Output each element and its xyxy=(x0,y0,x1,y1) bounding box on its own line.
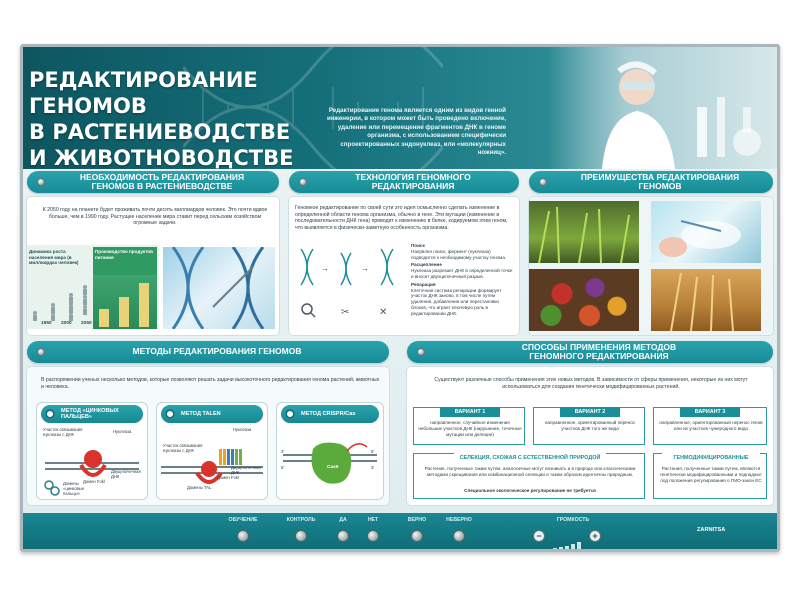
gmo-box xyxy=(653,453,767,499)
label: 5' xyxy=(371,449,375,454)
wheat-photo xyxy=(651,269,761,331)
label: Двуцепочечная ДНК xyxy=(231,465,261,475)
method-title: МЕТОД CRISPR/Cas xyxy=(281,405,379,423)
talen-diagram-icon xyxy=(157,425,267,499)
rivet-icon xyxy=(37,178,45,186)
cut-step-title: Расщепление xyxy=(411,262,442,268)
variant-title: ВАРИАНТ 3 xyxy=(680,407,740,417)
button-label: ОБУЧЕНИЕ xyxy=(228,517,258,523)
wheat-icon xyxy=(651,269,761,331)
section-title-application: СПОСОБЫ ПРИМЕНЕНИЯ МЕТОДОВ ГЕНОМНОГО РЕДАКТИРОВАНИЯ xyxy=(521,341,677,361)
method-card-talen xyxy=(157,403,267,499)
crispr-diagram-icon xyxy=(277,425,383,499)
year-label: 2050 xyxy=(81,321,92,326)
natural-selection-box xyxy=(413,453,645,499)
poster-board xyxy=(20,44,780,552)
methods-text: В распоряжении ученых несколько методов, которые позволяют решать задачи высокоточного редактирования генома растений, животных и человека. xyxy=(41,377,380,390)
panel-methods xyxy=(27,367,389,505)
no-button[interactable] xyxy=(367,530,379,542)
page-title: РЕДАКТИРОВАНИЕ ГЕНОМОВ В РАСТЕНИЕВОДСТВЕ И ЖИВОТНОВОДСТВЕ xyxy=(29,68,294,169)
section-title-necessity: НЕОБХОДИМОСТЬ РЕДАКТИРОВАНИЯ ГЕНОМОВ В РАСТЕНИЕВОДСТВЕ xyxy=(79,171,245,191)
panel-necessity xyxy=(27,197,279,335)
section-title-technology: ТЕХНОЛОГИЯ ГЕНОМНОГО РЕДАКТИРОВАНИЯ xyxy=(355,171,471,191)
button-label: ДА xyxy=(339,517,347,523)
label: Домен Fokl xyxy=(217,475,239,480)
food-production-label: Производство продуктов питания xyxy=(95,249,154,260)
rivet-icon xyxy=(539,178,547,186)
cut-step-text: Нуклеаза разрезает ДНК в определенной точке и вносит двухцепочечный разрыв. xyxy=(411,268,513,279)
tab-advantages xyxy=(529,171,773,193)
volume-label: ГРОМКОСТЬ xyxy=(556,517,590,523)
label: Cas9 xyxy=(327,465,339,470)
button-label: КОНТРОЛЬ xyxy=(286,517,316,523)
method-title: МЕТОД «ЦИНКОВЫХ ПАЛЬЦЕВ» xyxy=(41,405,143,423)
control-panel xyxy=(23,513,777,549)
tab-methods xyxy=(27,341,389,363)
natural-selection-note: Специальное экологическое регулирование не требуется xyxy=(464,488,596,493)
label: Участок связывания нуклеазы с ДНК xyxy=(43,427,83,437)
tab-application xyxy=(407,341,773,363)
rivet-icon xyxy=(165,409,175,419)
method-card-crispr xyxy=(277,403,383,499)
gmo-text: Растения, полученные таким путем, являются генетически модифицированными и подпадают под положения регулирования о ГМО-закон ЕС xyxy=(660,466,762,483)
label: Домен Fokl xyxy=(83,479,105,484)
section-title-methods: МЕТОДЫ РЕДАКТИРОВАНИЯ ГЕНОМОВ xyxy=(132,346,302,357)
label: Участок связывания нуклеазы с ДНК xyxy=(163,443,203,453)
panel-application xyxy=(407,367,773,505)
label: Домены TAL xyxy=(187,485,212,490)
svg-text:→: → xyxy=(361,264,369,273)
lab-hands-photo xyxy=(651,201,761,263)
learn-button[interactable] xyxy=(237,530,249,542)
gmo-title: ГЕНМОДИФИЦИРОВАННЫЕ xyxy=(662,453,760,463)
tab-technology xyxy=(289,171,519,193)
lab-scientist-icon xyxy=(547,47,777,169)
rivet-icon xyxy=(45,409,55,419)
volume-down-button[interactable]: − xyxy=(533,530,545,542)
button-label: НЕВЕРНО xyxy=(446,517,472,523)
variant-text: направленное, случайное изменение небольших участков ДНК (нарушение, точечные мутации или делеция) xyxy=(418,420,522,437)
incorrect-button[interactable] xyxy=(453,530,465,542)
intro-paragraph: Редактирование генома является одним из видов генной инженерии, в котором может быть проведено включение, удаление или перемещение фрагментов ДНК в геноме организма, с использованием специфически спроектированных эндонуклеаз, или «молекулярных ножниц». xyxy=(327,107,506,157)
search-icon xyxy=(302,304,312,314)
volume-level xyxy=(553,532,583,540)
method-card-zinc-finger xyxy=(37,403,147,499)
food-bars xyxy=(93,275,157,329)
technology-text: Геномное редактирование по своей сути это идея осмысленно сделать изменение в определенной области генома организма, обычно в гене. Эти мутации (изменение в последовательности ДНК гена) приводят к изменению в белке, кодируемом этим геном, что выявляется в физически-заметную особенность организма. xyxy=(295,205,508,231)
people-icon xyxy=(27,267,93,327)
variant-3 xyxy=(653,407,767,445)
section-title-advantages: ПРЕИМУЩЕСТВА РЕДАКТИРОВАНИЯ ГЕНОМОВ xyxy=(580,171,740,191)
correct-button[interactable] xyxy=(411,530,423,542)
header-banner xyxy=(23,47,777,169)
method-title: МЕТОД TALEN xyxy=(161,405,263,423)
food-production-panel xyxy=(93,247,157,275)
volume-up-button[interactable]: + xyxy=(589,530,601,542)
rivet-icon xyxy=(285,409,295,419)
panel-technology xyxy=(289,197,519,335)
dna-photo xyxy=(163,247,275,329)
technology-steps xyxy=(411,243,515,317)
natural-selection-text: Растения, полученные таким путем, аналогичные могут возникать и в природе или классическими методами скрещивания или комбинационной селекции и таким образом идентичны природным. xyxy=(424,466,636,477)
scissors-icon: ✂ xyxy=(341,307,350,318)
dna-helix-icon xyxy=(163,247,275,329)
label: 3' xyxy=(281,449,285,454)
population-chart xyxy=(27,245,159,329)
crops-icon xyxy=(529,201,639,263)
variant-title: ВАРИАНТ 2 xyxy=(560,407,620,417)
button-label: НЕТ xyxy=(367,517,379,523)
rivet-icon xyxy=(299,178,307,186)
petri-dish-icon xyxy=(651,201,761,263)
variant-text: направленное, ориентированный перенос участков ДНК того же вида xyxy=(544,420,636,431)
label: Нуклеаза xyxy=(113,429,132,434)
label: Двуцепочечная ДНК xyxy=(111,469,141,479)
wheat-bars-icon xyxy=(93,275,157,329)
tab-necessity xyxy=(27,171,279,193)
technology-icons xyxy=(293,239,413,331)
label: Домены «цинковые пальцы» xyxy=(63,481,85,496)
vegetables-photo xyxy=(529,269,639,331)
variant-2 xyxy=(533,407,645,445)
yes-button[interactable] xyxy=(337,530,349,542)
repair-step-title: Репарация xyxy=(411,281,436,287)
label: 3' xyxy=(371,465,375,470)
variant-1 xyxy=(413,407,525,445)
button-label: ВЕРНО xyxy=(407,517,427,523)
label: Нуклеаза xyxy=(233,427,252,432)
panel-advantages xyxy=(529,197,773,335)
scientist-photo xyxy=(547,47,777,169)
necessity-text: К 2050 году на планете будет проживать почти десять миллиардов человек. Это почти вдвое больше, чем в 1990 году. Растущее население мира ставит перед сельским хозяйством огромные задачи. xyxy=(42,207,268,227)
variant-title: ВАРИАНТ 1 xyxy=(440,407,500,417)
search-step-title: Поиск xyxy=(411,243,425,248)
year-label: 1950 xyxy=(41,321,52,326)
rivet-icon xyxy=(417,348,425,356)
rivet-icon xyxy=(37,348,45,356)
year-label: 2000 xyxy=(61,321,72,326)
application-text: Существуют различные способы применения этих новых методов. В зависимости от сферы применения, некоторые из них могут использоваться для создания генетически модифицированных растений. xyxy=(434,377,748,390)
control-button[interactable] xyxy=(295,530,307,542)
natural-selection-title: СЕЛЕКЦИЯ, СХОЖАЯ С ЕСТЕСТВЕННОЙ ПРИРОДОЙ xyxy=(454,453,606,463)
population-chart-label: Динамика роста населения мира (в миллиардах человек) xyxy=(29,249,79,266)
variant-text: направленное, ориентированный перенос генов или их участков чужеродного вида xyxy=(659,420,763,431)
svg-text:→: → xyxy=(321,264,329,273)
brand-logo: ZARNITSA xyxy=(697,527,726,533)
search-step-text: Напрвлен поиск, фермент (нуклеаза) подводится к необходимому участку генома. xyxy=(411,248,507,260)
wrench-icon: ✕ xyxy=(379,307,388,318)
repair-step-text: Клеточная система репарации формирует участок ДНК заново, в том числе путем удаления, добавления или перестановки блоков, что играет ключевую роль в редактировании ДНК. xyxy=(411,287,502,316)
corn-field-photo xyxy=(529,201,639,263)
label: 5' xyxy=(281,465,285,470)
